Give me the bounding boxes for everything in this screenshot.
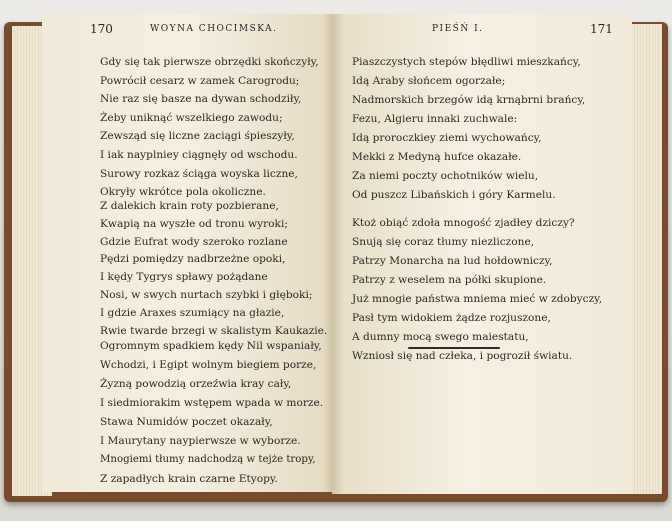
right-page <box>332 14 632 494</box>
verse-line: Od puszcz Libańskich i góry Karmelu. <box>352 189 556 201</box>
verse-line: Wzniosł się nad człeka, i pogroził światu. <box>352 350 573 362</box>
verse-line: Ktoż obiąć zdoła mnogość zjadłey dziczy? <box>352 217 575 229</box>
page-number: 171 <box>590 22 613 36</box>
verse-line: Kwapią na wyszłe od tronu wyroki; <box>100 217 288 230</box>
verse-line: A dumny mocą swego maiestatu, <box>352 331 529 343</box>
verse-line: Zewsząd się liczne zaciągi śpieszyły, <box>100 130 295 143</box>
verse-line: Piaszczystych stepów błędliwi mieszkańcy, <box>352 56 581 68</box>
verse-line: Za niemi poczty ochotników wielu, <box>352 170 539 182</box>
verse-line: Idą Araby słońcem ogorzałe; <box>352 75 506 87</box>
verse-line: Już mnogie państwa mniema mieć w zdobyczy, <box>352 293 603 305</box>
verse-line: Fezu, Algieru innaki zuchwale: <box>352 113 518 125</box>
page-edges-right <box>628 24 662 494</box>
verse-line: Z zapadłych krain czarne Etyopy. <box>100 473 278 485</box>
verse-line: Patrzy Monarcha na lud hołdowniczy, <box>352 255 553 267</box>
verse-line: Z dalekich krain roty pozbierane, <box>100 200 279 212</box>
left-page <box>42 14 334 492</box>
verse-line: Snują się coraz tłumy niezliczone, <box>352 236 535 248</box>
section-end-rule <box>408 347 500 349</box>
verse-line: Stawa Numidów poczet okazały, <box>100 416 273 428</box>
verse-line: Mnogiemi tłumy nadchodzą w tejże tropy, <box>100 454 316 465</box>
verse-line: Gdy się tak pierwsze obrzędki skończyły, <box>100 56 319 68</box>
verse-line: Żeby uniknąć wszelkiego zawodu; <box>100 111 283 124</box>
verse-line: Surowy rozkaz ściąga woyska liczne, <box>100 167 298 180</box>
verse-line: Nadmorskich brzegów idą krnąbrni brańcy, <box>352 94 586 106</box>
verse-line: I gdzie Araxes szumiący na głazie, <box>100 306 285 319</box>
verse-line: Pędzi pomiędzy nadbrzeżne opoki, <box>100 253 286 266</box>
verse-line: I kędy Tygrys spławy pożądane <box>100 271 268 284</box>
verse-line: Wchodzi, i Egipt wolnym biegiem porze, <box>100 359 317 371</box>
verse-line: Patrzy z weselem na półki skupione. <box>352 274 547 286</box>
verse-line: Nosi, w swych nurtach szybki i głęboki; <box>100 289 313 301</box>
running-head: WOYNA CHOCIMSKA. <box>150 24 278 34</box>
verse-line: Idą proroczkiey ziemi wychowańcy, <box>352 132 542 144</box>
verse-line: Okryły wkrótce pola okoliczne. <box>100 186 266 199</box>
verse-line: Gdzie Eufrat wody szeroko rozlane <box>100 235 288 248</box>
verse-line: I Maurytany naypierwsze w wyborze. <box>100 435 301 447</box>
verse-line: Rwie twarde brzegi w skalistym Kaukazie. <box>100 324 328 337</box>
verse-line: Nie raz się basze na dywan schodziły, <box>100 93 302 106</box>
page-number: 170 <box>90 22 113 36</box>
running-head: PIEŚŃ I. <box>432 24 484 34</box>
verse-line: Mekki z Medyną hufce okazałe. <box>352 151 522 163</box>
verse-line: I siedmiorakim wstępem wpada w morze. <box>100 397 324 409</box>
verse-line: Pasł tym widokiem żądze rozjuszone, <box>352 312 551 324</box>
verse-line: Powrócił cesarz w zamek Carogrodu; <box>100 74 300 87</box>
verse-line: Żyzną powodzią orzeźwia kray cały, <box>100 378 292 390</box>
verse-line: I iak nayplniey ciągnęły od wschodu. <box>100 149 298 161</box>
verse-line: Ogromnym spadkiem kędy Nil wspaniały, <box>100 340 322 352</box>
